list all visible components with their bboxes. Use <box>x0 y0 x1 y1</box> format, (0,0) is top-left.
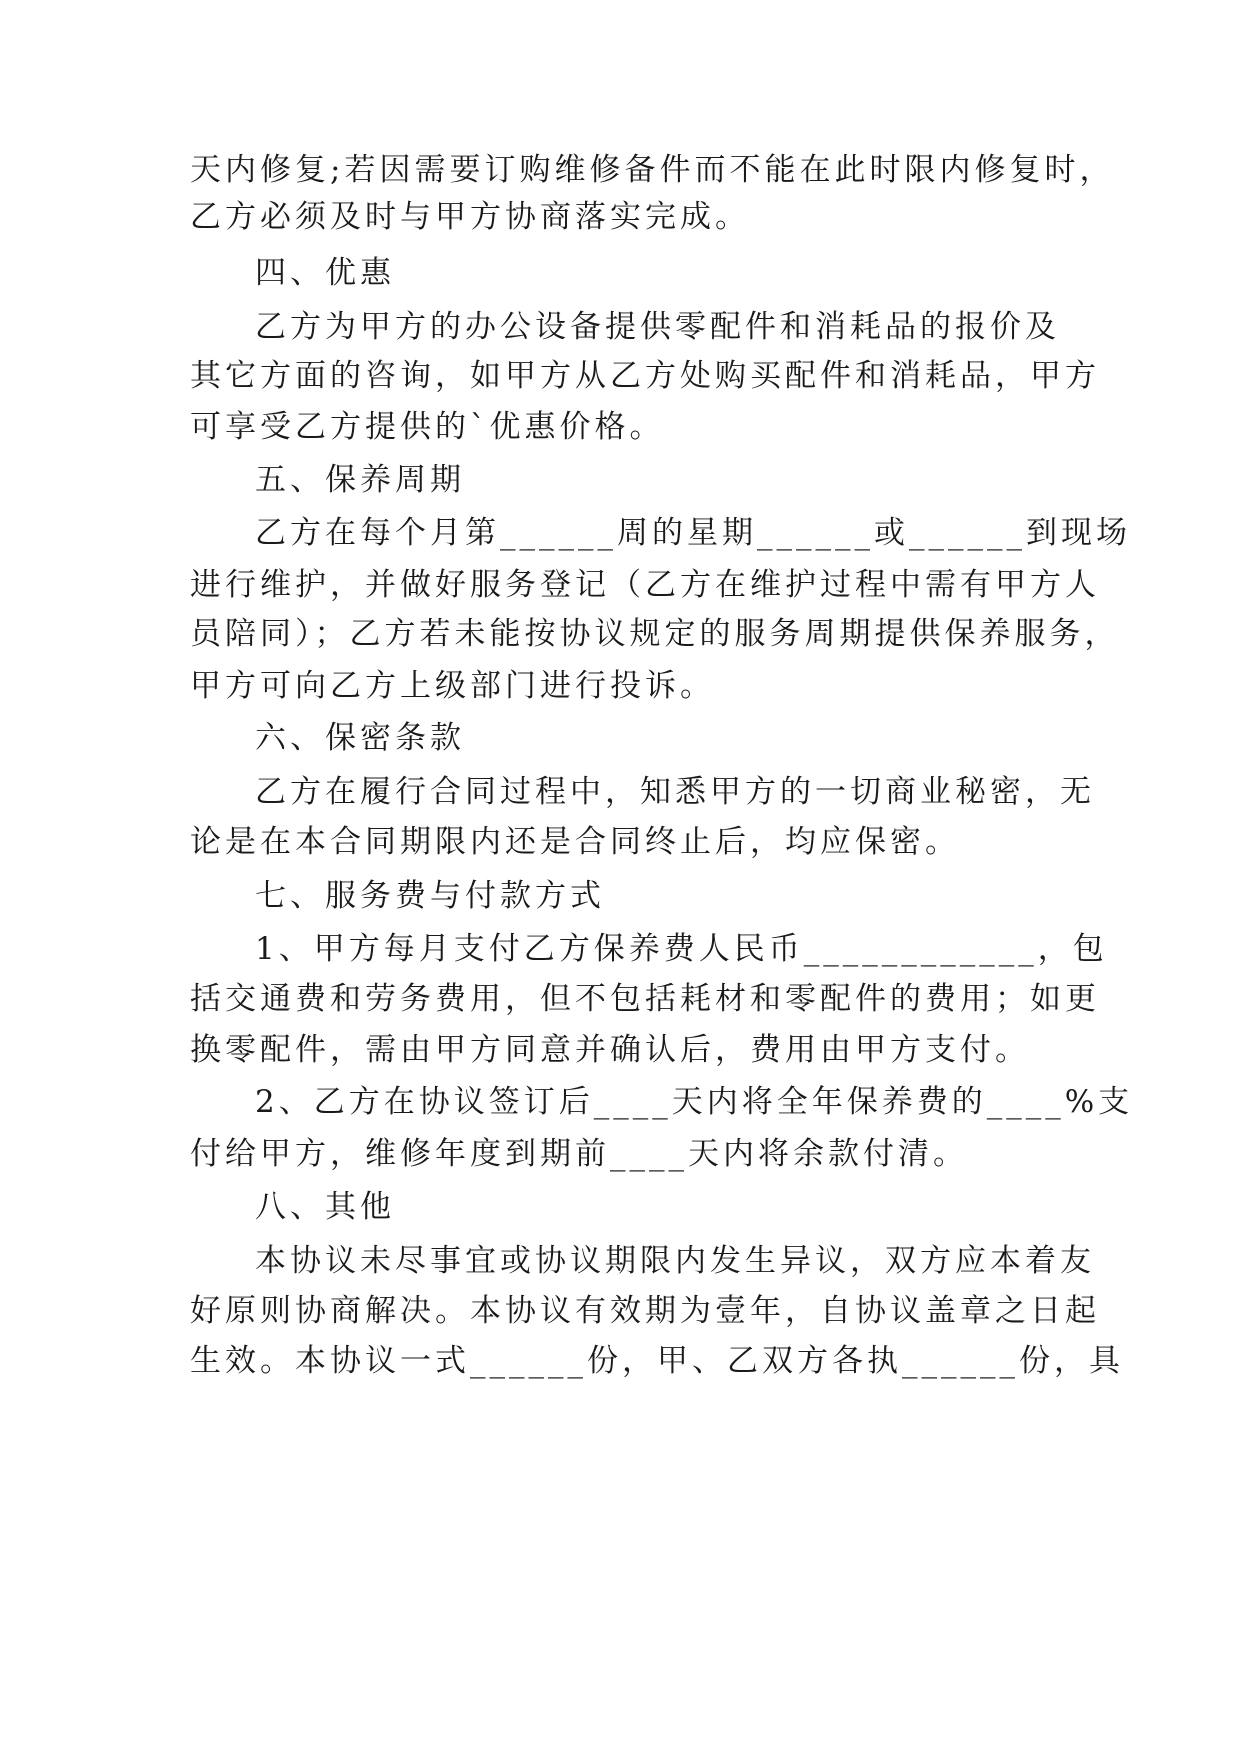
body-line: 2、乙方在协议签订后____天内将全年保养费的____%支 <box>255 1084 1134 1120</box>
section-heading: 六、保密条款 <box>255 720 465 756</box>
body-line: 好原则协商解决。本协议有效期为壹年，自协议盖章之日起 <box>190 1293 1100 1329</box>
body-line: 其它方面的咨询，如甲方从乙方处购买配件和消耗品，甲方 <box>190 358 1100 394</box>
body-line: 乙方在每个月第______周的星期______或______到现场 <box>255 515 1131 551</box>
section-heading: 八、其他 <box>255 1189 395 1225</box>
body-line: 乙方必须及时与甲方协商落实完成。 <box>190 199 750 235</box>
body-line: 付给甲方，维修年度到期前____天内将余款付清。 <box>190 1136 968 1172</box>
body-line: 进行维护，并做好服务登记（乙方在维护过程中需有甲方人 <box>190 567 1100 603</box>
body-line: 1、甲方每月支付乙方保养费人民币____________，包 <box>255 931 1108 967</box>
body-line: 天内修复;若因需要订购维修备件而不能在此时限内修复时， <box>190 152 1115 188</box>
body-line: 换零配件，需由甲方同意并确认后，费用由甲方支付。 <box>190 1032 1030 1068</box>
section-heading: 五、保养周期 <box>255 462 465 498</box>
body-line: 员陪同）；乙方若未能按协议规定的服务周期提供保养服务， <box>190 616 1120 652</box>
body-line: 甲方可向乙方上级部门进行投诉。 <box>190 668 715 704</box>
section-heading: 七、服务费与付款方式 <box>255 878 605 914</box>
body-line: 括交通费和劳务费用，但不包括耗材和零配件的费用；如更 <box>190 981 1100 1017</box>
body-line: 生效。本协议一式______份，甲、乙双方各执______份，具 <box>190 1343 1124 1379</box>
body-line: 本协议未尽事宜或协议期限内发生异议，双方应本着友 <box>255 1243 1095 1279</box>
body-line: 可享受乙方提供的`优惠价格。 <box>190 409 665 445</box>
body-line: 乙方在履行合同过程中，知悉甲方的一切商业秘密，无 <box>255 774 1095 810</box>
body-line: 论是在本合同期限内还是合同终止后，均应保密。 <box>190 824 960 860</box>
section-heading: 四、优惠 <box>255 255 395 291</box>
body-line: 乙方为甲方的办公设备提供零配件和消耗品的报价及 <box>255 309 1060 345</box>
